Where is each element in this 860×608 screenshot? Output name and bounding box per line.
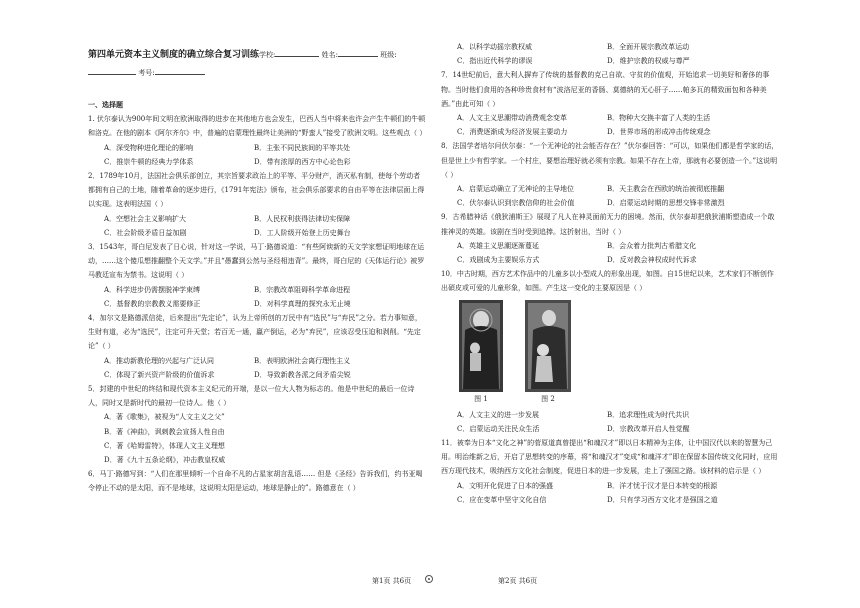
option-a[interactable]: A．人文主义思潮带动消费观念变革 (457, 114, 568, 123)
option-c[interactable]: C．推崇牛顿的经典力学体系 (104, 157, 194, 166)
option-d[interactable]: D．启蒙运动时期的思想交锋非常激烈 (607, 199, 725, 208)
question-7 (441, 68, 779, 139)
question-stem: 8．法国学者培尔问伏尔泰：“一个无神论的社会能否存在？”伏尔泰回答：“可以，如果他们都是哲学家的话，但是世上少有哲学家。一个村庄，要想治理好就必须有宗教。如果不存在上帝，那就有必要创造一个。”这说明（ ） (441, 142, 779, 179)
option-b[interactable]: B．著《神曲》，讽刺教会宣扬人性自由 (104, 427, 225, 436)
exam-no-field[interactable] (155, 66, 205, 75)
option-d[interactable]: D．只有学习西方文化才是强国之道 (607, 495, 718, 504)
option-a[interactable]: A．推动新教伦理的兴起与广泛认同 (104, 356, 215, 365)
option-b[interactable]: B．全面开展宗教改革运动 (607, 43, 690, 51)
option-c[interactable]: C．著《哈姆雷特》，体现人文主义理想 (104, 441, 225, 450)
right-column (441, 40, 779, 507)
option-d[interactable]: D．工人阶级开始登上历史舞台 (254, 228, 351, 237)
option-b[interactable]: B．天主教会在西欧的统治被彻底推翻 (607, 185, 725, 194)
class-field[interactable] (88, 66, 136, 75)
question-6-options (441, 40, 779, 68)
question-10 (441, 267, 779, 436)
option-c[interactable]: C．基督教的宗教教义需要修正 (104, 299, 201, 308)
figure-1-caption: 图 1 (474, 394, 488, 403)
page-number-left: 第1页 共6页 (372, 577, 412, 585)
exam-no-label: 考号: (138, 69, 155, 77)
name-label: 姓名: (321, 51, 338, 59)
class-label: 班级: (380, 51, 397, 59)
page-number-right: 第2页 共6页 (498, 577, 538, 585)
option-b[interactable]: B．物种大交换丰富了人类的生活 (607, 114, 711, 123)
options (441, 239, 779, 267)
question-stem: 10．中古时期，西方艺术作品中的儿童多以小型成人的形象出现，如图。自15世纪以来，艺术家们不断创作出碩皮或可爱的儿童形象，如图。产生这一变化的主要原因是（ ） (441, 270, 774, 293)
option-b[interactable]: B．追求理性成为时代共识 (607, 410, 690, 419)
options (441, 408, 779, 436)
figure-2 (525, 300, 571, 406)
section-heading: 一、选择题 (88, 100, 123, 109)
option-d[interactable]: D．导致新教各派之间矛盾尖锐 (254, 370, 351, 379)
name-field[interactable] (338, 48, 378, 57)
school-field[interactable] (275, 48, 319, 57)
option-a[interactable]: A．以科学动摇宗教权威 (457, 43, 533, 51)
option-d[interactable]: D．著《九十五条论纲》，冲击教皇权威 (104, 456, 226, 465)
page-right (430, 0, 860, 608)
option-b[interactable]: B．表明欧洲社会离行理性主义 (254, 356, 351, 365)
question-8 (441, 139, 779, 210)
option-a[interactable]: A．深受物种进化理论的影响 (104, 143, 194, 152)
option-c[interactable]: C．应在变革中坚守文化自信 (457, 495, 547, 504)
option-c[interactable]: C．启蒙运动关注民众生活 (457, 424, 540, 433)
option-a[interactable]: A．空想社会主义影响扩大 (104, 214, 187, 223)
madonna-painting-icon (459, 300, 503, 392)
option-d[interactable]: D．对科学真理的探究永无止境 (254, 299, 351, 308)
options (441, 111, 779, 139)
question-stem: 9．古希腊神话《俄狄浦斯王》展现了凡人在神灵面前无力的困境。然而，伏尔泰却把俄狄浦斯塑造成一个敢推神灵的英雄。该剧在当时受到追捧。这折射出，当时（ ） (441, 213, 775, 236)
options (88, 141, 426, 169)
option-a[interactable]: A．人文主义的进一步发展 (457, 410, 540, 419)
option-d[interactable]: D．世界市场的形成冲击传统观念 (607, 128, 711, 137)
option-d[interactable]: D．宗教改革开启人性觉醒 (607, 424, 690, 433)
option-c[interactable]: C．指出近代科学的谬误 (457, 57, 533, 66)
options (88, 212, 426, 240)
option-a[interactable]: A．文明开化促进了日本的强盛 (457, 481, 554, 490)
options (441, 479, 779, 507)
option-c[interactable]: C．消费逐渐成为经济发展主要动力 (457, 128, 568, 137)
question-stem: 7．14世纪前后，意大利人摒弃了传统的基督教的克己自欲、守贫的价值观，开始追求一切美好和奢侈的事物。当时他们食用的各种珍贵食材有“波洛尼亚的香肠、莫德纳的无心肝子……帕多瓦的精致面包和各种美酒。”由此可知（ ） (441, 71, 770, 108)
option-b[interactable]: B．会众着力批判古希腊文化 (607, 241, 697, 250)
question-stem: 1. 伏尔泰认为900年间文明在欧洲取得的进步在其他地方也会发生，巴西人当中将来也许会产生牛顿们的牛顿和洛克。在他的剧本《阿尔齐尔》中，普遍的启蒙理性最终让美洲的“野蛮人”接受了欧洲文明。这些观点（ ） (88, 115, 427, 138)
question-stem: 5．封建的中世纪的终结和现代资本主义纪元的开端，是以一位大人物为标志的。他是中世纪的最后一位诗人，同时又是新时代的最初一位诗人。他（ ） (88, 385, 415, 408)
option-b[interactable]: B．主张不同民族间的平等共处 (254, 143, 351, 152)
options (88, 283, 426, 311)
option-c[interactable]: C．伏尔泰认识到宗教信仰的社会价值 (457, 199, 575, 208)
option-a[interactable]: A．启蒙运动确立了无神论的主导地位 (457, 185, 575, 194)
options (441, 182, 779, 210)
left-column (88, 96, 426, 496)
option-a[interactable]: A．英雄主义思潮逐渐蔓延 (457, 241, 540, 250)
option-d[interactable]: D．反对教会神权成时代诉求 (607, 256, 697, 265)
figures (441, 296, 779, 408)
school-label: 学校: (259, 51, 276, 59)
question-stem: 4．加尔文是路德派信徒，后来提出“先定论”，认为上帝所创的万民中有“选民”与“弃民”之分。若力事知意，生财有道，必为“选民”，注定可升天堂；若百无一通，蠃产倒运，必为“弃民”，应该忍受压迫和剥削。“先定论”（ ） (88, 314, 422, 351)
question-1 (88, 112, 426, 169)
question-11 (441, 436, 779, 507)
header (88, 46, 428, 82)
question-5 (88, 382, 426, 467)
figure-2-caption: 图 2 (541, 394, 555, 403)
question-2 (88, 169, 426, 240)
option-b[interactable]: B．人民权利获得法律切实保障 (254, 214, 351, 223)
question-9 (441, 210, 779, 267)
question-3 (88, 240, 426, 311)
option-a[interactable]: A．科学进步仍需摆脱神学束缚 (104, 285, 201, 294)
options (88, 410, 426, 467)
child-portrait-icon (525, 300, 571, 392)
option-c[interactable]: C．体现了新兴资产阶级的价值诉求 (104, 370, 215, 379)
question-stem: 3．1543年，哥白尼发表了日心说，针对这一学说，马丁·路德说道：“有些阿谀新的天文学家想证明地球在运动，……这个傻瓜想推翻整个天文学。”并且“愚蠢到公然与圣经相违背”。最终，哥白尼的《天体运行论》被罗马教廷宣布为禁书。这说明（ ） (88, 243, 425, 280)
option-d[interactable]: D．维护宗教的权威与尊严 (607, 57, 690, 66)
option-a[interactable]: A．著《歌集》，被视为“人文主义之父” (104, 413, 225, 422)
question-4 (88, 311, 426, 382)
option-b[interactable]: B．洋才忧于汉才是日本转变的根源 (607, 481, 718, 490)
option-d[interactable]: D．带有浓厚的西方中心论色彩 (254, 157, 351, 166)
option-c[interactable]: C．戏剧成为主要娱乐方式 (457, 256, 540, 265)
question-stem: 2．1789年10月，法国社会俱乐部创立，其宗旨要求政治上的平等、平分财产，消灭私有制，使每个劳动者都拥有自己的土地，随着革命的逐步进行，《1791年宪法》颁布，社会俱乐部要求的自由平等在法律层面上得以实现。这表明法国（ ） (88, 172, 425, 209)
figure-1 (459, 300, 503, 406)
question-stem: 6．马丁·路德写到：“人们在那里倾听一个自命不凡的占星家胡言乱语…… 但是《圣经》告诉我们，约书亚喝令停止不动的是太阳，而不是地球，这说明太阳是运动，地球是静止的”。路德意在（ ） (88, 470, 423, 493)
option-b[interactable]: B．宗教改革阻碍科学革命进程 (254, 285, 351, 294)
question-stem: 11．被奉为日本“文化之神”的菅原道真曾提出“和魂汉才”即以日本精神为主体，让中国汉代以来的智慧为己用。明治维新之后，开启了思想转变的序幕，将“和魂汉才”变成“和魂洋才”即在保留本国传统文化同时，应用西方现代技术，吸纳西方文化社会制度，促进日本的进一步发展，走上了强国之路。该材料的启示是（ ） (441, 439, 778, 476)
option-c[interactable]: C．社会阶级矛盾日益加剧 (104, 228, 187, 237)
options (88, 354, 426, 382)
question-6 (88, 467, 426, 495)
page-title: 第四单元资本主义制度的确立综合复习训练 (88, 50, 260, 60)
